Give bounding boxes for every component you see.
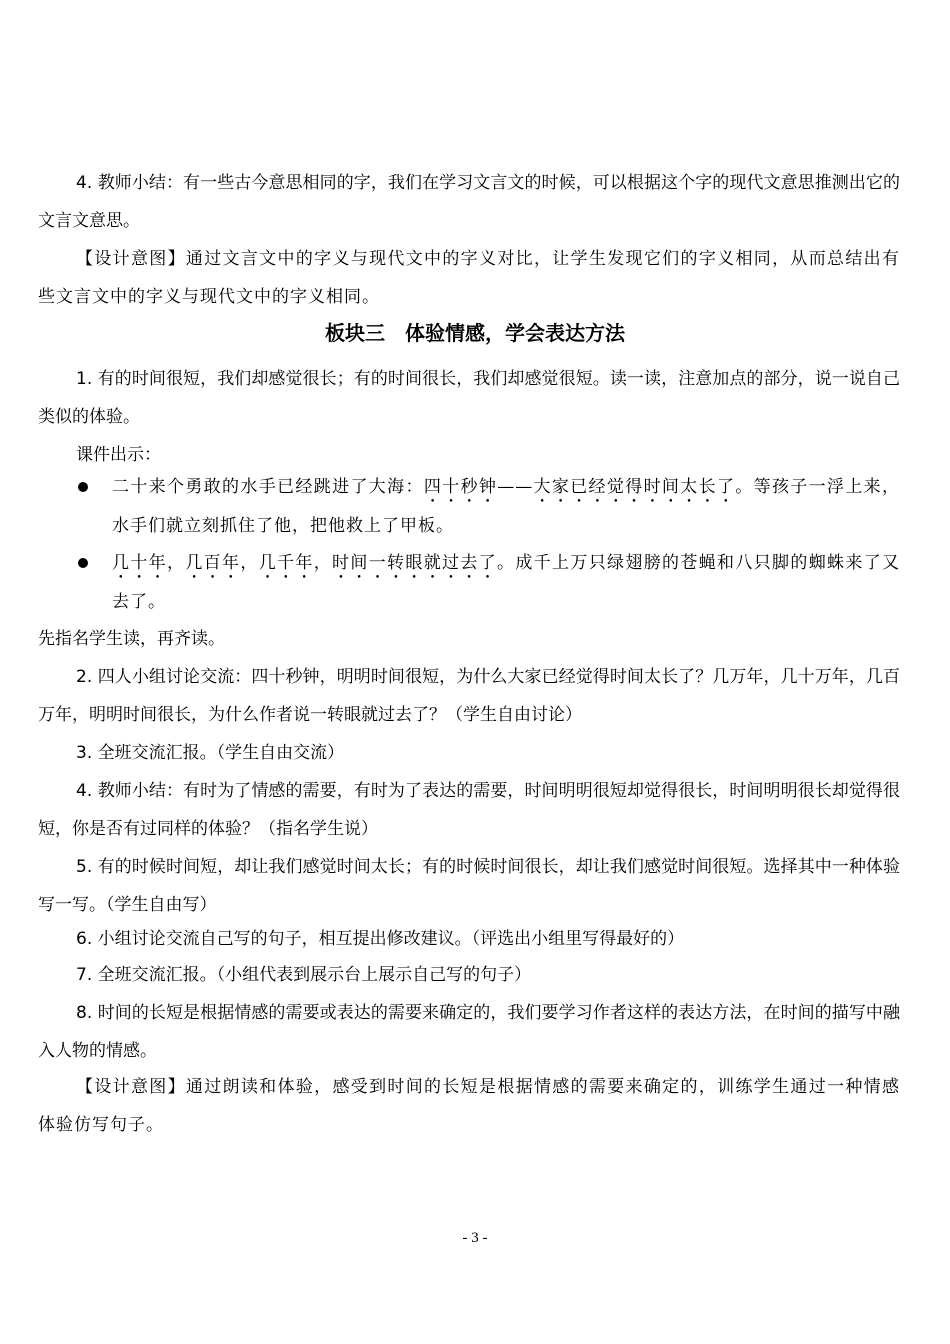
emphasized-text: 几十年 [112,553,167,573]
emphasized-text: 大家已经觉得时间太长了 [533,477,736,497]
paragraph-item-2: 2. 四人小组讨论交流：四十秒钟，明明时间很短，为什么大家已经觉得时间太长了？几万年，几十万年，几百万年，明明时间很长，为什么作者说一转眼就过去了？（学生自由讨论） [38,667,900,725]
bullet-text: ， [313,553,333,573]
paragraph-design-intent-2: 【设计意图】通过朗读和体验，感受到时间的长短是根据情感的需要来确定的，训练学生通过一种情感体验仿写句子。 [38,1077,900,1135]
bullet-dot-icon [78,558,88,568]
paragraph-item-7: 7. 全班交流汇报。（小组代表到展示台上展示自己写的句子） [76,965,532,985]
bullet-text: ， [167,553,186,573]
paragraph-design-intent: 【设计意图】通过文言文中的字义与现代文中的字义对比，让学生发现它们的字义相同，从而总结出有些文言文中的字义与现代文中的字义相同。 [38,249,900,307]
bullet-item-1 [38,468,900,545]
page-number: - 3 - [462,1230,488,1246]
paragraph-courseware: 课件出示： [76,445,161,465]
bullet-text: 二十来个勇敢的水手已经跳进了大海： [112,477,424,497]
bullet-text: 。等孩子一浮上来，水手们就立刻抓住了他，把他救上了甲板。 [112,477,901,536]
bullet-text: 。成千上万只绿翅膀的苍蝇和八只脚的蜘蛛来了又去了。 [112,553,901,612]
section-heading: 板块三 体验情感，学会表达方法 [325,321,625,345]
paragraph-item-6: 6. 小组讨论交流自己写的句子，相互提出修改建议。（评选出小组里写得最好的） [76,929,685,949]
emphasized-text: 几百年 [185,553,241,573]
emphasized-text: 时间一转眼就过去了 [332,553,498,573]
bullet-item-2 [38,544,900,621]
paragraph-item-3: 3. 全班交流汇报。（学生自由交流） [76,743,345,763]
bullet-dot-icon [78,482,88,492]
paragraph-item-8: 8. 时间的长短是根据情感的需要或表达的需要来确定的，我们要学习作者这样的表达方法，在时间的描写中融入人物的情感。 [38,1003,900,1061]
paragraph-teacher-summary: 4. 教师小结：有一些古今意思相同的字，我们在学习文言文的时候，可以根据这个字的现代文意思推测出它的文言文意思。 [38,173,900,231]
bullet-text: ， [240,553,259,573]
paragraph-read-instruction: 先指名学生读，再齐读。 [38,629,225,649]
paragraph-item-1: 1. 有的时间很短，我们却感觉很长；有的时间很长，我们却感觉很短。读一读，注意加点的部分，说一说自己类似的体验。 [38,369,900,427]
emphasized-text: 几千年 [258,553,314,573]
paragraph-item-5: 5. 有的时候时间短，却让我们感觉时间太长；有的时候时间很长，却让我们感觉时间很短。选择其中一种体验写一写。（学生自由写） [38,857,900,915]
paragraph-item-4: 4. 教师小结：有时为了情感的需要，有时为了表达的需要，时间明明很短却觉得很长，时间明明很长却觉得很短，你是否有过同样的体验？（指名学生说） [38,781,900,839]
bullet-text: —— [497,477,534,497]
emphasized-text: 四十秒钟 [423,477,498,497]
